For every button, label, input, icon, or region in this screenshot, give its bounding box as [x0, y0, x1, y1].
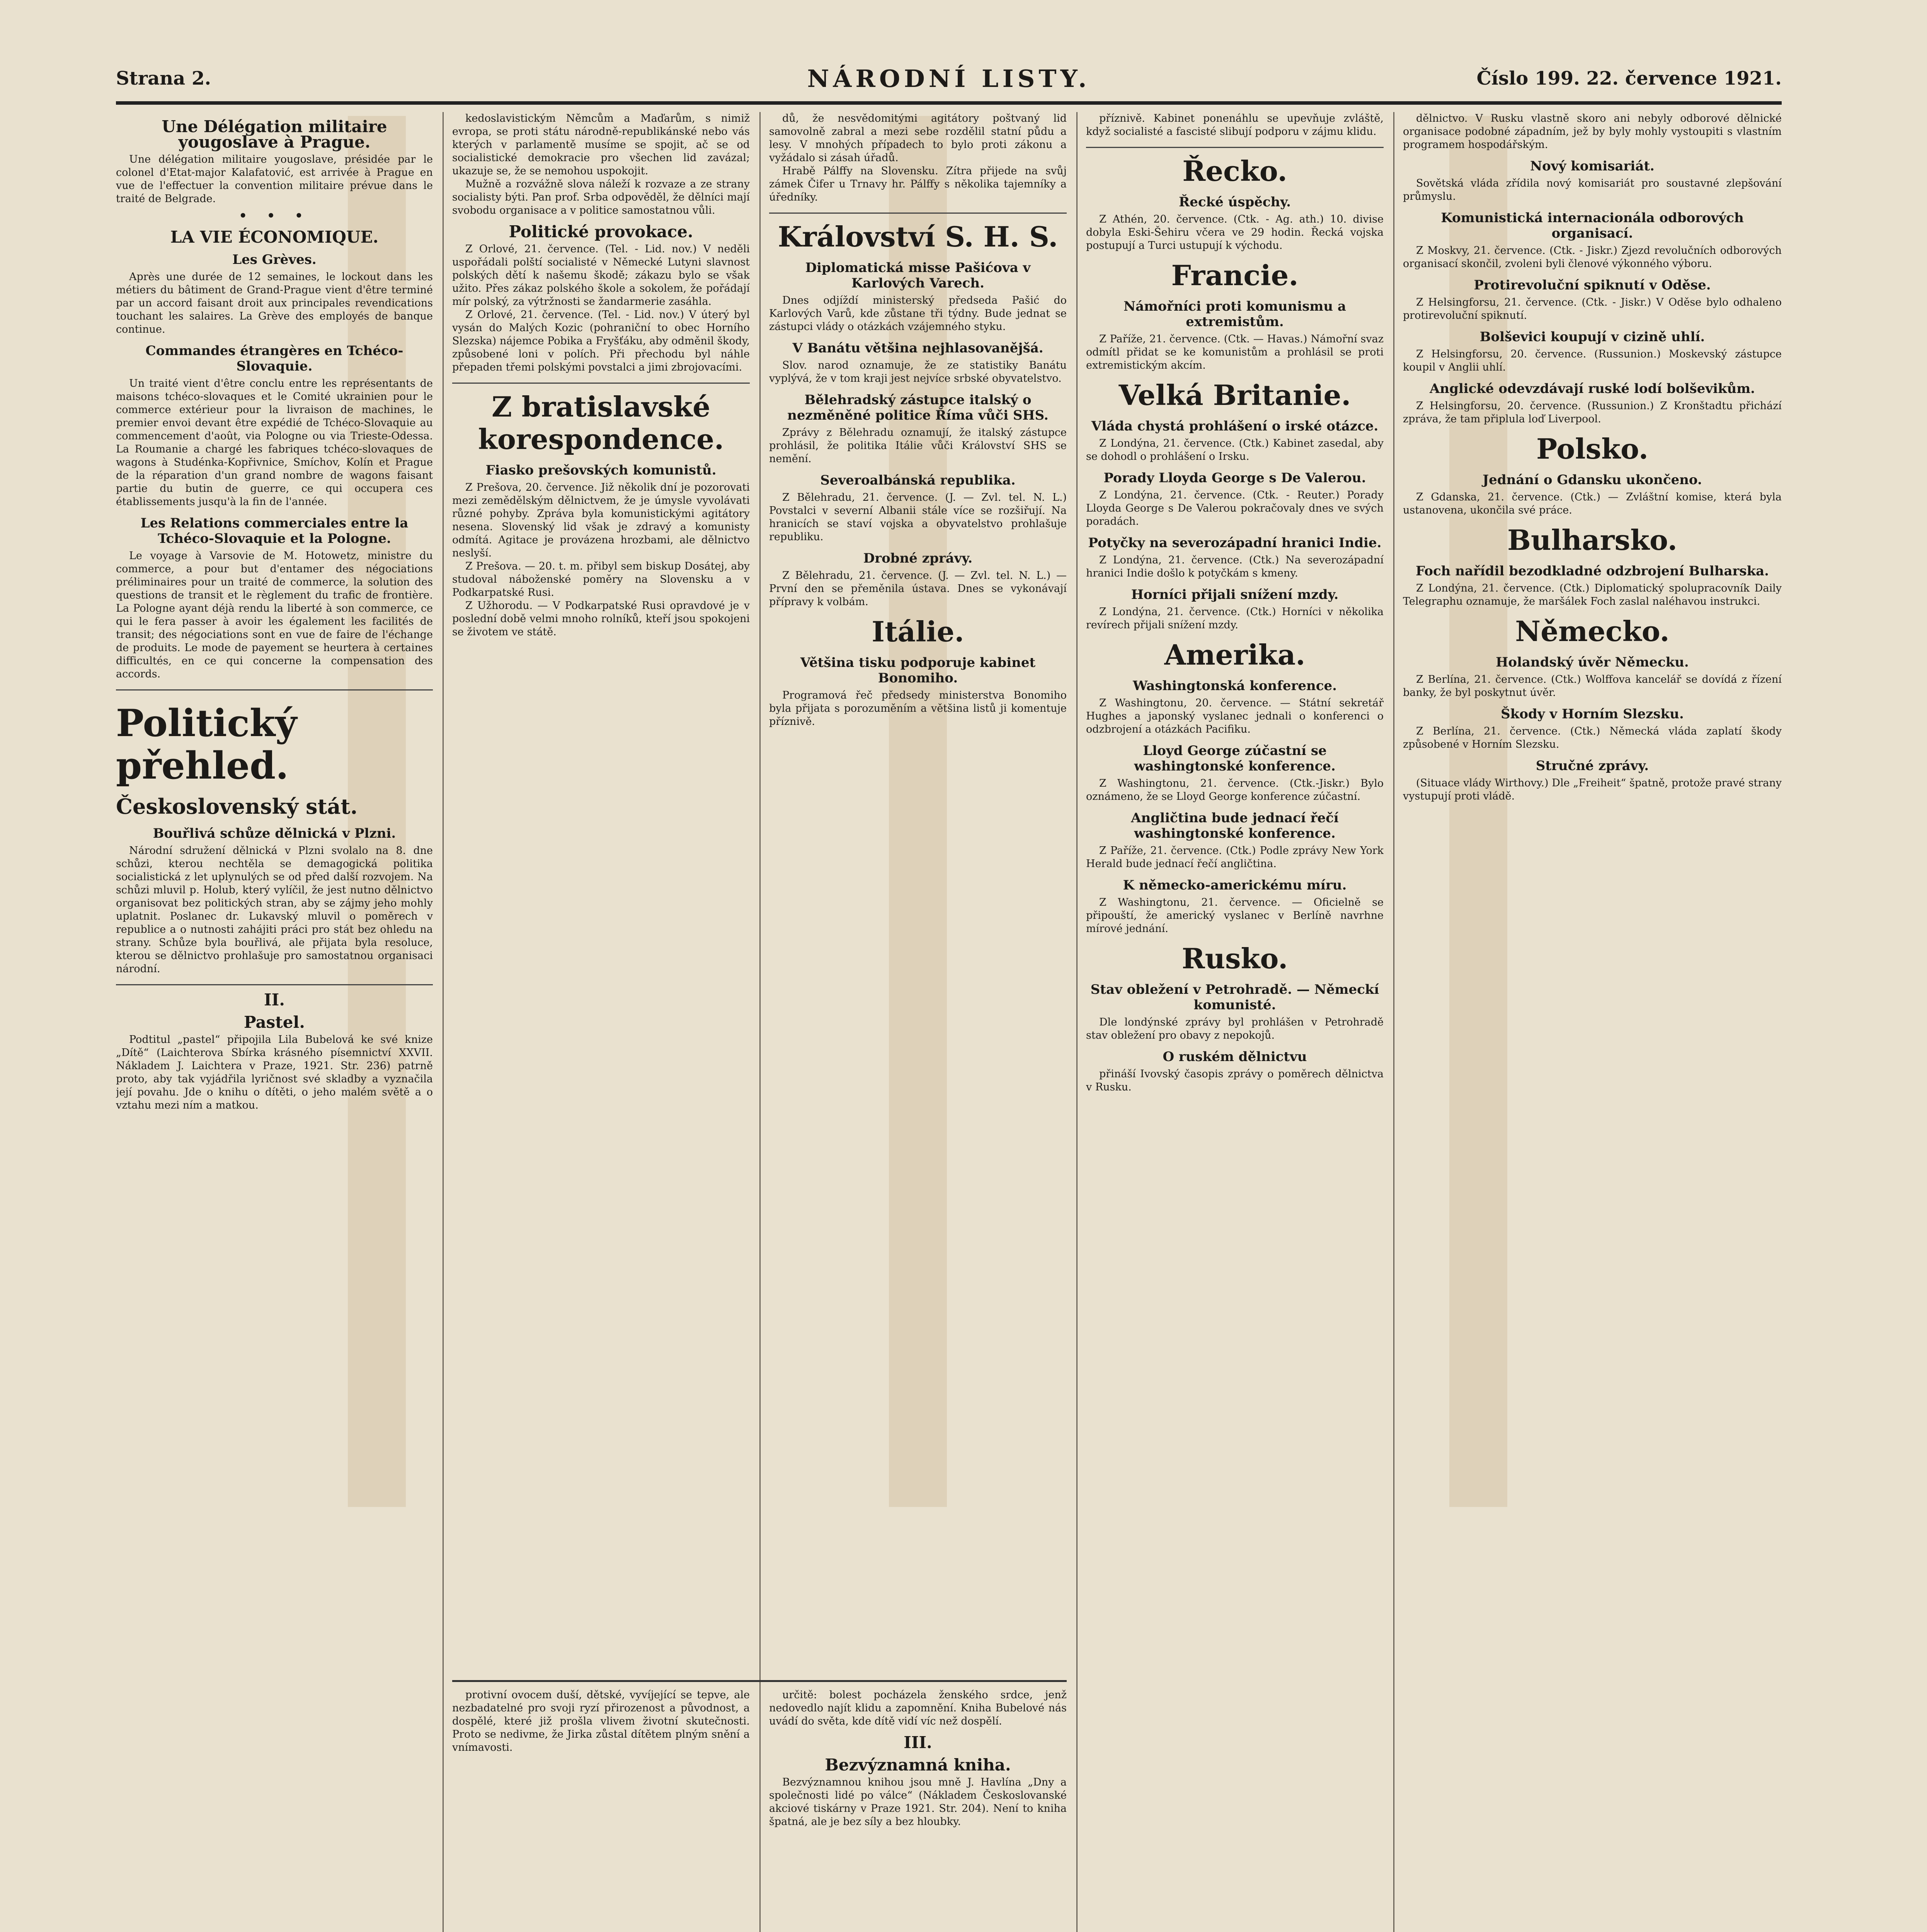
subheadline: Anglické odevzdávají ruské lodí bolševikům.: [1429, 381, 1755, 396]
subheadline: Stav obležení v Petrohradě. — Německí komunisté.: [1090, 982, 1379, 1013]
article-paragraph: Podtitul „pastel“ připojila Lila Bubelová ke své knize „Dítě“ (Laichterova Sbírka krásného písemnictví XXVII. Nákladem J. Laichtera v Praze, 1921. Str. 236) patrně proto, aby tak vyjádřila lyričnost své skladby a vyznačila její povahu. Jde o knihu o dítěti, o jeho malém světě a o vztahu mezi ním a matkou.: [116, 1034, 433, 1111]
article-paragraph: příznivě. Kabinet ponenáhlu se upevňuje zvláště, když socialisté a fascisté slibují podporu v zájmu klidu.: [1086, 112, 1384, 138]
feuilleton-title: Pastel.: [243, 1013, 305, 1032]
subheadline: Škody v Horním Slezsku.: [1501, 706, 1684, 722]
subheadline: Severoalbánská republika.: [820, 473, 1016, 488]
article-paragraph: Sovětská vláda zřídila nový komisariát pro soustavné zlepšování průmyslu.: [1403, 177, 1782, 202]
article-paragraph: Z Londýna, 21. července. (Ctk.) Diplomatický spolupracovník Daily Telegraphu oznamuje, že maršálek Foch zaslal naléhavou instrukci.: [1403, 582, 1782, 607]
article-paragraph: Národní sdružení dělnická v Plzni svolalo na 8. dne schůzi, kterou nechtěla se demagogická politika socialistická z let uplynulých se od před další rozvojem. Na schůzi mluvil p. Holub, který vylíčil, že jest nutno dělnictvo organisovat bez politických stran, aby se zájmy jeho mohly uplatnit. Poslanec dr. Lukavský mluvil o poměrech v republice a o nutnosti zahájiti práci pro stát bez ohledu na strany. Schůze byla bouřlivá, ale přijata byla resoluce, kterou se dělnictvo prohlašuje pro samostatnou organisaci národní.: [116, 845, 433, 975]
column-4: [1086, 112, 1384, 1932]
subheadline: K německo-americkému míru.: [1123, 878, 1347, 893]
subheadline: Diplomatická misse Pašićova v Karlových Varech.: [805, 260, 1031, 291]
subheadline: Holandský úvěr Německu.: [1496, 655, 1689, 670]
subheadline: Nový komisariát.: [1530, 158, 1655, 174]
article-paragraph: Z Londýna, 21. července. (Ctk. - Reuter.) Porady Lloyda George s De Valerou pokračovaly dnes ve svých poradách.: [1086, 489, 1384, 527]
column-rule: [1076, 112, 1078, 1932]
headline: Une Délégation militaire yougoslave à Prague.: [162, 117, 387, 151]
column-3: [769, 112, 1067, 1669]
section-title: Itálie.: [872, 615, 964, 648]
subheadline: Angličtina bude jednací řečí washingtonské konference.: [1131, 810, 1339, 841]
article-paragraph: Z Washingtonu, 21. července. — Oficielně se připouští, že americký vyslanec v Berlíně navrhne mírové jednání.: [1086, 896, 1384, 935]
article-paragraph: Slov. narod oznamuje, že ze statistiky Banátu vyplývá, že v tom kraji jest nejvíce srbské obyvatelstvo.: [769, 359, 1067, 384]
article-paragraph: Z Prešova, 20. července. Již několik dní je pozorovati mezi zemědělským dělnictvem, že je úmysle vyvolávati různé pohyby. Zpráva byla komunistickými agitátory nesena. Slovenský lid však je zdravý a komunisty odmítá. Agitace je provázena hrozbami, ale dělnictvo neslyší.: [452, 481, 750, 559]
section-title: Německo.: [1515, 615, 1670, 648]
article-paragraph: Z Moskvy, 21. července. (Ctk. - Jiskr.) Zjezd revolučních odborových organisací skončil, zvoleni byli členové výkonného výboru.: [1403, 245, 1782, 270]
article-paragraph: Z Londýna, 21. července. (Ctk.) Na severozápadní hranici Indie došlo k potyčkám s kmeny.: [1086, 554, 1384, 579]
subheadline: Většina tisku podporuje kabinet Bonomiho.: [800, 655, 1036, 686]
subheadline: Bolševici koupují v cizině uhlí.: [1479, 329, 1705, 345]
section-rule: [769, 213, 1067, 214]
column-2: [452, 112, 750, 1669]
section-title: Amerika.: [1164, 638, 1306, 671]
subheadline: Jednání o Gdansku ukončeno.: [1483, 472, 1702, 488]
issue-date: Číslo 199. 22. července 1921.: [1476, 68, 1782, 89]
article-paragraph: Z Berlína, 21. července. (Ctk.) Německá vláda zaplatí škody způsobené v Horním Slezsku.: [1403, 725, 1782, 750]
article-paragraph: Z Prešova. — 20. t. m. přibyl sem biskup Dosátej, aby studoval náboženské poměry na Slovensku a v Podkarpatské Rusi.: [452, 560, 750, 599]
article-paragraph: Z Orlové, 21. července. (Tel. - Lid. nov.) V úterý byl vysán do Malých Kozic (pohraniční to obec Horního Slezska) nájemce Pobika a Fryšťáku, aby odměnil škody, způsobené loni v polích. Při přechodu byl náhle přepaden třemi polskými povstalci a jimi zbrojovacími.: [452, 309, 750, 373]
subheadline: Stručné zprávy.: [1535, 758, 1649, 774]
newspaper-title: NÁRODNÍ LISTY.: [807, 65, 1091, 93]
section-title: Řecko.: [1182, 155, 1287, 187]
subheadline: O ruském dělnictvu: [1163, 1049, 1307, 1065]
subheadline: Komunistická internacionála odborových organisací.: [1441, 210, 1744, 241]
subheadline: Porady Lloyda George s De Valerou.: [1103, 470, 1366, 486]
section-rule: [452, 383, 750, 384]
article-paragraph: Programová řeč předsedy ministerstva Bonomiho byla přijata s porozuměním a většina listů ji komentuje příznivě.: [769, 689, 1067, 728]
article-paragraph: Bezvýznamnou knihou jsou mně J. Havlína „Dny a společnosti lidé po válce“ (Nákladem Českoslovanské akciové tiskárny v Praze 1921. Str. 204). Není to kniha špatná, ale je bez síly a bez hloubky.: [769, 1776, 1067, 1828]
article-paragraph: Z Paříže, 21. července. (Ctk.) Podle zprávy New York Herald bude jednací řečí angličtina.: [1086, 845, 1384, 870]
section-title: Bulharsko.: [1507, 524, 1677, 556]
section-rule: [116, 689, 433, 690]
article-paragraph: Z Gdanska, 21. července. (Ctk.) — Zvláštní komise, která byla ustanovena, ukončila své práce.: [1403, 491, 1782, 516]
section-title: Rusko.: [1181, 942, 1288, 975]
article-paragraph: Z Londýna, 21. července. (Ctk.) Kabinet zasedal, aby se dohodl o prohlášení o Irsku.: [1086, 437, 1384, 463]
article-paragraph: Dle londýnské zprávy byl prohlášen v Petrohradě stav obležení pro obavy z nepokojů.: [1086, 1016, 1384, 1041]
feuilleton-rule: [452, 1680, 1067, 1682]
article-paragraph: (Situace vlády Wirthovy.) Dle „Freiheit“ špatně, protože pravé strany vystupují proti vládě.: [1403, 777, 1782, 802]
feuilleton-column-3: [769, 1689, 1067, 1932]
article-paragraph: Z Paříže, 21. července. (Ctk. — Havas.) Námořní svaz odmítl přidat se ke komunistům a prohlásil se proti extremistickým akcím.: [1086, 333, 1384, 371]
subheadline: Řecké úspěchy.: [1179, 194, 1291, 210]
article-paragraph: Hrabě Pálffy na Slovensku. Zítra přijede na svůj zámek Čifer u Trnavy hr. Pálffy s několika tajemníky a úředníky.: [769, 165, 1067, 203]
subheadline: Fiasko prešovských komunistů.: [485, 463, 717, 478]
section-rule: [1086, 147, 1384, 148]
article-paragraph: dů, že nesvědomitými agitátory poštvaný lid samovolně zabral a mezi sebe rozdělil statní půdu a lesy. V mnohých případech to bylo proti zákonu a vyžádalo si zásah úřadů.: [769, 112, 1067, 164]
article-paragraph: protivní ovocem duší, dětské, vyvíjející se tepve, ale nezbadatelné pro svoji ryzí přirozenost a původnost, a dospělé, které již prošla vlivem životní skutečnosti. Proto se nedivme, že Jirka zůstal dítětem plným snění a vnímavosti.: [452, 1689, 750, 1753]
subheadline: Commandes étrangères en Tchéco-Slovaquie.: [145, 343, 403, 374]
article-paragraph: Zprávy z Bělehradu oznamují, že italský zástupce prohlásil, že politika Itálie vůči Království SHS se nemění.: [769, 427, 1067, 465]
article-paragraph: Z Washingtonu, 21. července. (Ctk.-Jiskr.) Bylo oznámeno, že se Lloyd George konference zúčastní.: [1086, 777, 1384, 803]
subheadline: Bělehradský zástupce italský o nezměněné politice Říma vůči SHS.: [787, 392, 1049, 423]
subheadline: Vláda chystá prohlášení o irské otázce.: [1091, 418, 1379, 434]
article-paragraph: určitě: bolest pocházela ženského srdce, jenž nedovedlo najít klidu a zapomnění. Kniha Bubelové nás uvádí do světa, kde dítě vidí víc než dospělí.: [769, 1689, 1067, 1727]
subheadline: Washingtonská konference.: [1133, 678, 1337, 694]
article-paragraph: Z Bělehradu, 21. července. (J. — Zvl. tel. N. L.) — První den se přeměnila ústava. Dnes se vykonávají přípravy k volbám.: [769, 570, 1067, 608]
section-subtitle: Československý stát.: [116, 794, 358, 819]
masthead: [116, 65, 1782, 95]
subheadline: Horníci přijali snížení mzdy.: [1131, 587, 1339, 602]
subheadline: Lloyd George zúčastní se washingtonské konference.: [1134, 743, 1336, 774]
column-rule: [443, 112, 444, 1932]
subheadline: Les Grèves.: [232, 252, 317, 267]
column-rule: [759, 112, 761, 1932]
column-rule: [1393, 112, 1394, 1932]
article-paragraph: Z Washingtonu, 20. července. — Státní sekretář Hughes a japonský vyslanec jednali o konferenci o odzbrojení a otázkách Pacifiku.: [1086, 697, 1384, 735]
subheadline: V Banátu většina nejhlasovanějšá.: [792, 340, 1044, 356]
section-title: Polsko.: [1536, 432, 1648, 465]
top-rule: [116, 101, 1782, 105]
section-title: Království S. H. S.: [778, 220, 1058, 253]
article-paragraph: Z Londýna, 21. července. (Ctk.) Horníci v několika revírech přijali snížení mzdy.: [1086, 606, 1384, 631]
article-paragraph: Z Užhorodu. — V Podkarpatské Rusi opravdové je v poslední době velmi mnoho rolníků, kteří jsou spokojeni se životem ve státě.: [452, 600, 750, 638]
article-paragraph: Dnes odjíždí ministerský předseda Pašić do Karlových Varů, kde zůstane tři týdny. Bude jednat se zástupci vlády o otázkách vzájemného styku.: [769, 294, 1067, 333]
article-paragraph: Z Bělehradu, 21. července. (J. — Zvl. tel. N. L.) Povstalci v severní Albanii stále více se rozšiřují. Na hranicích se staví vojska a obyvatelstvo prohlašuje republiku.: [769, 492, 1067, 543]
article-paragraph: Z Berlína, 21. července. (Ctk.) Wolffova kancelář se dovídá z řízení banky, že byl poskytnut úvěr.: [1403, 673, 1782, 699]
article-paragraph: dělnictvo. V Rusku vlastně skoro ani nebyly odborové dělnické organisace podobné západním, jež by byly mohly vystoupiti s vlastním programem hospodářským.: [1403, 112, 1782, 151]
subheadline: Drobné zprávy.: [863, 551, 973, 566]
feuilleton-number: II.: [264, 990, 285, 1009]
article-paragraph: Une délégation militaire yougoslave, présidée par le colonel d'Etat-major Kalafatović, est arrivée à Prague en vue de l'effectuer la convention militaire prévue dans le traité de Belgrade.: [116, 153, 433, 205]
article-paragraph: Le voyage à Varsovie de M. Hotowetz, ministre du commerce, a pour but d'entamer des négociations préliminaires pour un traité de commerce, la solution des questions de transit et le règlement du trafic de frontière. La Pologne ayant déjà rendu la liberté à son commerce, ce qui le fera passer à avoir les également les facilités de transit; des négociations sont en vue de faire de l'échange de produits. Le mode de payement se heurtera à certaines difficultés, en ce qui concerne la compensation des accords.: [116, 550, 433, 680]
section-title: Politický přehled.: [116, 701, 297, 787]
subheadline: Les Relations commerciales entre la Tchéco-Slovaquie et la Pologne.: [140, 515, 409, 546]
feuilleton-number: III.: [904, 1733, 932, 1752]
feuilleton-column-2: [452, 1689, 750, 1932]
column-1: [116, 112, 433, 1932]
article-paragraph: Z Helsingforsu, 20. července. (Russunion.) Z Kronštadtu přichází zpráva, že tam připlula loď Liverpool.: [1403, 400, 1782, 425]
article-paragraph: Après une durée de 12 semaines, le lockout dans les métiers du bâtiment de Grand-Prague vient d'être terminé par un accord faisant droit aux principales revendications touchant les salaires. La Grève des employés de banque continue.: [116, 271, 433, 335]
subheadline: Potyčky na severozápadní hranici Indie.: [1088, 535, 1382, 551]
section-title: Velká Britanie.: [1118, 379, 1351, 412]
section-title: Francie.: [1171, 259, 1299, 292]
article-paragraph: Z Orlové, 21. července. (Tel. - Lid. nov.) V neděli uspořádali polští socialisté v Německé Lutyni slavnost polských dětí k našemu škodě; zákazu bylo se však užito. Přes zákaz polského škole a sokolem, že pořádají mír polský, za výtržnosti se žandarmerie zasáhla.: [452, 243, 750, 308]
article-paragraph: kedoslavistickým Němcům a Maďarům, s nimiž evropa, se proti státu národně-republikánské nebo vás kterých v parlamentě musíme se spojit, ač se od socialistické demokracie pro všechen lid zavázal; ukazuje se, že se nemohou uspokojit.: [452, 112, 750, 177]
headline: Politické provokace.: [509, 222, 693, 241]
feuilleton-title: Bezvýznamná kniha.: [825, 1755, 1011, 1774]
article-paragraph: Z Helsingforsu, 21. července. (Ctk. - Jiskr.) V Oděse bylo odhaleno protirevoluční spiknutí.: [1403, 296, 1782, 321]
headline: LA VIE ÉCONOMIQUE.: [170, 228, 379, 247]
section-rule: [116, 984, 433, 985]
column-5: [1403, 112, 1782, 1932]
subheadline: Bouřlivá schůze dělnická v Plzni.: [153, 826, 396, 841]
section-dots: • • •: [238, 207, 311, 225]
article-paragraph: Z Helsingforsu, 20. července. (Russunion.) Moskevský zástupce koupil v Anglii uhlí.: [1403, 348, 1782, 373]
article-paragraph: Un traité vient d'être conclu entre les représentants de maisons tchéco-slovaques et le Comité ukrainien pour le commerce extérieur pour la livraison de machines, le premier envoi devant être expédié de Tchéco-Slovaquie au commencement d'août, via Pologne ou via Trieste-Odessa. La Roumanie a chargé les fabriques tchéco-slovaques de wagons à Studénka-Kopřivnice, Smíchov, Kolín et Prague de la réparation d'un grand nombre de wagons faisant partie du butin de guerre, ce qui occupera ces établissements jusqu'à la fin de l'année.: [116, 378, 433, 508]
subheadline: Foch nařídil bezodkladné odzbrojení Bulharska.: [1416, 563, 1769, 579]
article-paragraph: Z Athén, 20. července. (Ctk. - Ag. ath.) 10. divise dobyla Eski-Šehiru včera ve 29 hodin. Řecká vojska postupují a Turci ustupují k východu.: [1086, 213, 1384, 252]
subheadline: Protirevoluční spiknutí v Oděse.: [1474, 277, 1711, 293]
section-title: Z bratislavské korespondence.: [478, 390, 724, 456]
article-paragraph: přináší Ivovský časopis zprávy o poměrech dělnictva v Rusku.: [1086, 1068, 1384, 1093]
subheadline: Námořníci proti komunismu a extremistům.: [1124, 299, 1346, 330]
page-label: Strana 2.: [116, 68, 211, 89]
article-paragraph: Mužně a rozvážně slova náleží k rozvaze a ze strany socialisty býti. Pan prof. Srba odpověděl, že dělníci mají svobodu organisace a v politice samostatnou vůli.: [452, 178, 750, 216]
